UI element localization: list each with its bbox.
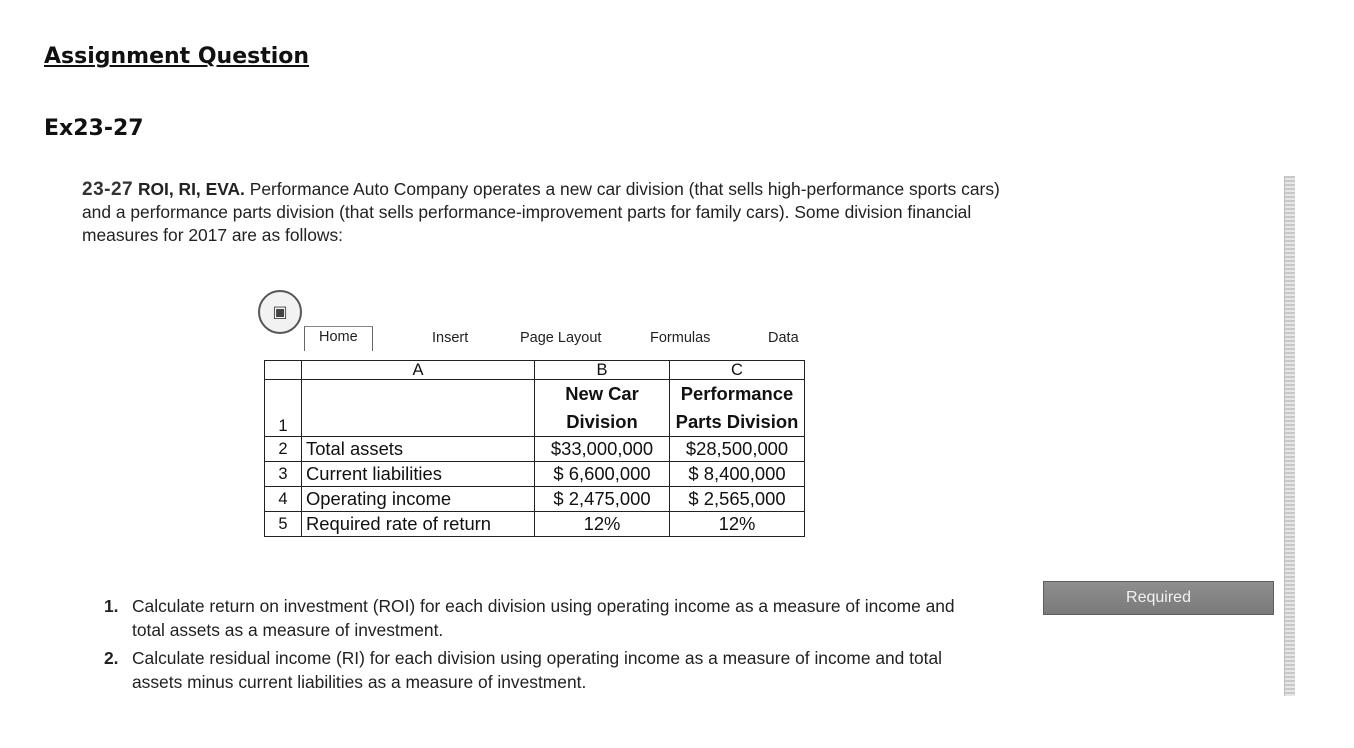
new-car-value: $ 2,475,000	[535, 487, 670, 512]
list-item	[104, 594, 984, 642]
parts-value: $ 8,400,000	[670, 462, 805, 487]
row-number: 3	[265, 462, 302, 487]
task-list	[104, 594, 984, 698]
problem-topic: ROI, RI, EVA.	[137, 179, 245, 199]
exercise-heading: Ex23-27	[44, 116, 144, 141]
row-number: 4	[265, 487, 302, 512]
row-label: Required rate of return	[302, 512, 535, 537]
scrollbar[interactable]	[1284, 176, 1295, 696]
task-text: Calculate return on investment (ROI) for each division using operating income as a measure of income and total assets as a measure of investment.	[132, 596, 955, 640]
new-car-value: $33,000,000	[535, 437, 670, 462]
task-number: 2.	[104, 648, 119, 668]
table-row	[265, 462, 805, 487]
tab-data: Data	[768, 330, 799, 346]
parts-value: $ 2,565,000	[670, 487, 805, 512]
new-car-value: 12%	[535, 512, 670, 537]
table-row	[265, 437, 805, 462]
row-label: Current liabilities	[302, 462, 535, 487]
parts-value: $28,500,000	[670, 437, 805, 462]
problem-id: 23-27	[82, 179, 134, 200]
table-row	[265, 512, 805, 537]
tab-formulas: Formulas	[650, 330, 711, 346]
list-item	[104, 646, 984, 694]
row-number: 1	[265, 380, 302, 437]
row-label: Total assets	[302, 437, 535, 462]
tab-home: Home	[304, 326, 373, 351]
office-button-icon: ▣	[258, 290, 302, 334]
table-row	[265, 487, 805, 512]
row-number: 2	[265, 437, 302, 462]
cell-b1: New Car Division	[535, 380, 670, 437]
column-header-row	[265, 361, 805, 380]
parts-value: 12%	[670, 512, 805, 537]
new-car-value: $ 6,600,000	[535, 462, 670, 487]
cell-a1	[302, 380, 535, 437]
spreadsheet-table	[264, 360, 805, 537]
column-header-c: C	[670, 361, 805, 380]
tab-insert: Insert	[432, 330, 469, 346]
row-number: 5	[265, 512, 302, 537]
assignment-heading: Assignment Question	[44, 44, 310, 69]
row-label: Operating income	[302, 487, 535, 512]
excel-snapshot	[258, 290, 818, 590]
tab-page-layout: Page Layout	[520, 330, 602, 346]
ribbon-tabs	[304, 328, 812, 350]
corner-cell	[265, 361, 302, 380]
task-text: Calculate residual income (RI) for each division using operating income as a measure of income and total assets minus current liabilities as a measure of investment.	[132, 648, 943, 692]
cell-c1: Performance Parts Division	[670, 380, 805, 437]
required-button[interactable]: Required	[1043, 581, 1274, 615]
problem-statement	[82, 178, 1002, 247]
column-header-a: A	[302, 361, 535, 380]
table-row	[265, 380, 805, 437]
problem-text: Performance Auto Company operates a new car division (that sells high-performance sports cars) and a performance parts division (that sells performance-improvement parts for family cars). Some division financial measures for 2017 are as follows:	[82, 179, 1000, 245]
column-header-b: B	[535, 361, 670, 380]
task-number: 1.	[104, 596, 119, 616]
